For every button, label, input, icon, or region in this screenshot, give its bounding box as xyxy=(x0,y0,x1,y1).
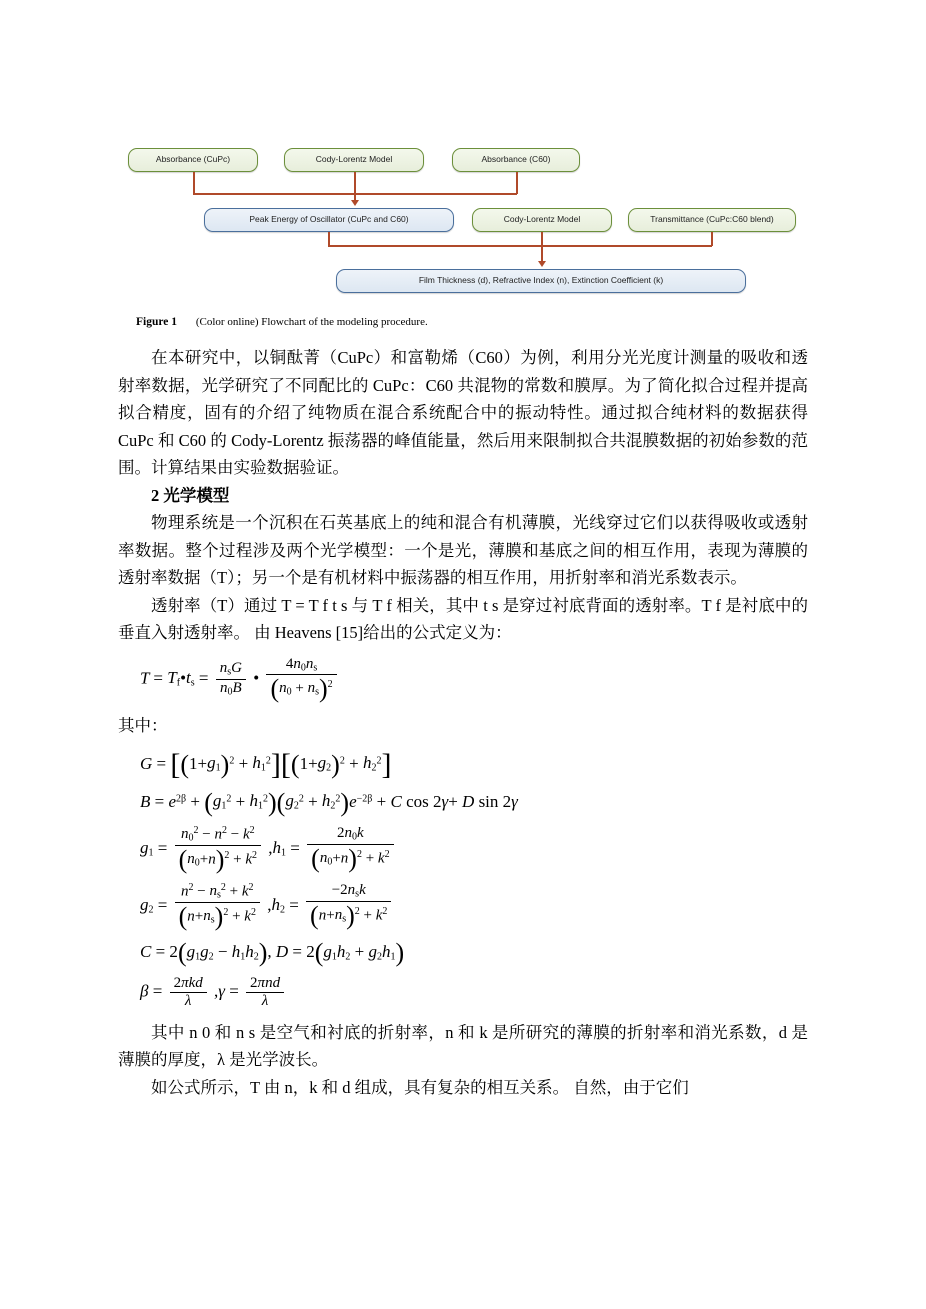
paragraph-intro: 在本研究中，以铜酞菁（CuPc）和富勒烯（C60）为例，利用分光光度计测量的吸收和透射率数据，光学研究了不同配比的 CuPc：C60 共混物的常数和膜厚。为了简化拟合过程并提高拟合精度，固有的介绍了纯物质在混合系统配合中的振动特性。通过拟合纯材料的数据获得 CuPc 和 C60 的 Cody-Lorentz 振荡器的峰值能量，然后用来限制拟合共混膜数据的初始参数的范围。计算结果由实验数据验证。 xyxy=(118,348,808,477)
equation-g1-h1: $g_1$ = $\frac{n_0^2 - n^2 - k^2}{(n_0+n)^2 + k^2}$ $,h_1$ = $\frac{2n_0k}{(n_0+n)^2 + k^2}$ xyxy=(118,826,808,873)
page-content xyxy=(118,130,808,1101)
flow-node-absorbance-cupc: Absorbance (CuPc) xyxy=(128,148,258,172)
flow-node-absorbance-c60: Absorbance (C60) xyxy=(452,148,580,172)
flow-node-transmittance-blend: Transmittance (CuPc:C60 blend) xyxy=(628,208,796,232)
flow-node-cody-lorentz-model-1: Cody-Lorentz Model xyxy=(284,148,424,172)
flow-connector xyxy=(328,245,712,247)
figure-caption-text: (Color online) Flowchart of the modeling procedure. xyxy=(195,316,428,328)
flow-connector xyxy=(355,193,517,195)
flow-node-cody-lorentz-model-2: Cody-Lorentz Model xyxy=(472,208,612,232)
equation-beta-gamma: β = $\frac{\text{2πkd}}{\lambda}$ ,γ = $\frac{\text{2πnd}}{\lambda}$ xyxy=(118,976,808,1009)
flow-connector xyxy=(354,172,356,202)
flow-connector xyxy=(541,232,543,246)
paragraph-closing: 如公式所示，T 由 n，k 和 d 组成，具有复杂的相互关系。 自然，由于它们 xyxy=(151,1077,689,1097)
flow-arrow xyxy=(538,261,546,267)
figure-caption xyxy=(118,316,808,328)
equation-transmittance: $T = T_f•t_s$ = $\frac{n_sG}{n_0B}$ • $\frac{4n_0n_s}{(n_0 + n_s)^2}$ xyxy=(118,657,808,703)
paragraph-transmittance: 透射率（T）通过 T = T f t s 与 T f 相关，其中 t s 是穿过衬底背面的透射率。T f 是衬底中的垂直入射透射率。 由 Heavens [15]给出的公式定义为： xyxy=(118,595,808,642)
equation-B: $B = e^{2\beta} + (g_1^2 + h_1^2)(g_2^2 + h_2^2)e^{-2\beta} + C$ cos 2γ+ D sin 2γ xyxy=(140,787,518,817)
figure-flowchart xyxy=(118,130,808,310)
paragraph-symbol-definitions: 其中 n 0 和 n s 是空气和衬底的折射率，n 和 k 是所研究的薄膜的折射率和消光系数，d 是薄膜的厚度，λ 是光学波长。 xyxy=(118,1022,808,1069)
equation-G: $G = [(1+g_1)^2 + h_1^2][(1+g_2)^2 + h_2^2]$ xyxy=(140,747,392,781)
flow-node-film-results: Film Thickness (d), Refractive Index (n), Extinction Coefficient (k) xyxy=(336,269,746,293)
flow-connector xyxy=(193,172,195,194)
equation-C-D: $C = 2(g_1g_2 - h_1h_2)$, $D = 2(g_1h_2 + g_2h_1)$ xyxy=(140,937,405,967)
paragraph-physical-system: 物理系统是一个沉积在石英基底上的纯和混合有机薄膜，光线穿过它们以获得吸收或透射率数据。整个过程涉及两个光学模型：一个是光，薄膜和基底之间的相互作用，表现为薄膜的透射率数据（T）；另一个是有机材料中振荡器的相互作用，用折射率和消光系数表示。 xyxy=(118,513,808,587)
flow-connector xyxy=(328,232,330,246)
flow-connector xyxy=(516,172,518,194)
label-where: 其中： xyxy=(118,716,168,735)
section-heading-optical-model: 2 光学模型 xyxy=(151,485,230,505)
flow-node-peak-energy: Peak Energy of Oscillator (CuPc and C60) xyxy=(204,208,454,232)
figure-caption-label: Figure 1 xyxy=(136,316,177,328)
flow-arrow xyxy=(351,200,359,206)
flow-connector xyxy=(193,193,355,195)
flow-connector xyxy=(711,232,713,246)
equation-g2-h2: $g_2$ = $\frac{n^2 - n_s^2 + k^2}{(n+n_s)^2 + k^2}$ $,h_2$ = $\frac{-2n_sk}{(n+n_s)^2 + k^2}$ xyxy=(118,883,808,930)
